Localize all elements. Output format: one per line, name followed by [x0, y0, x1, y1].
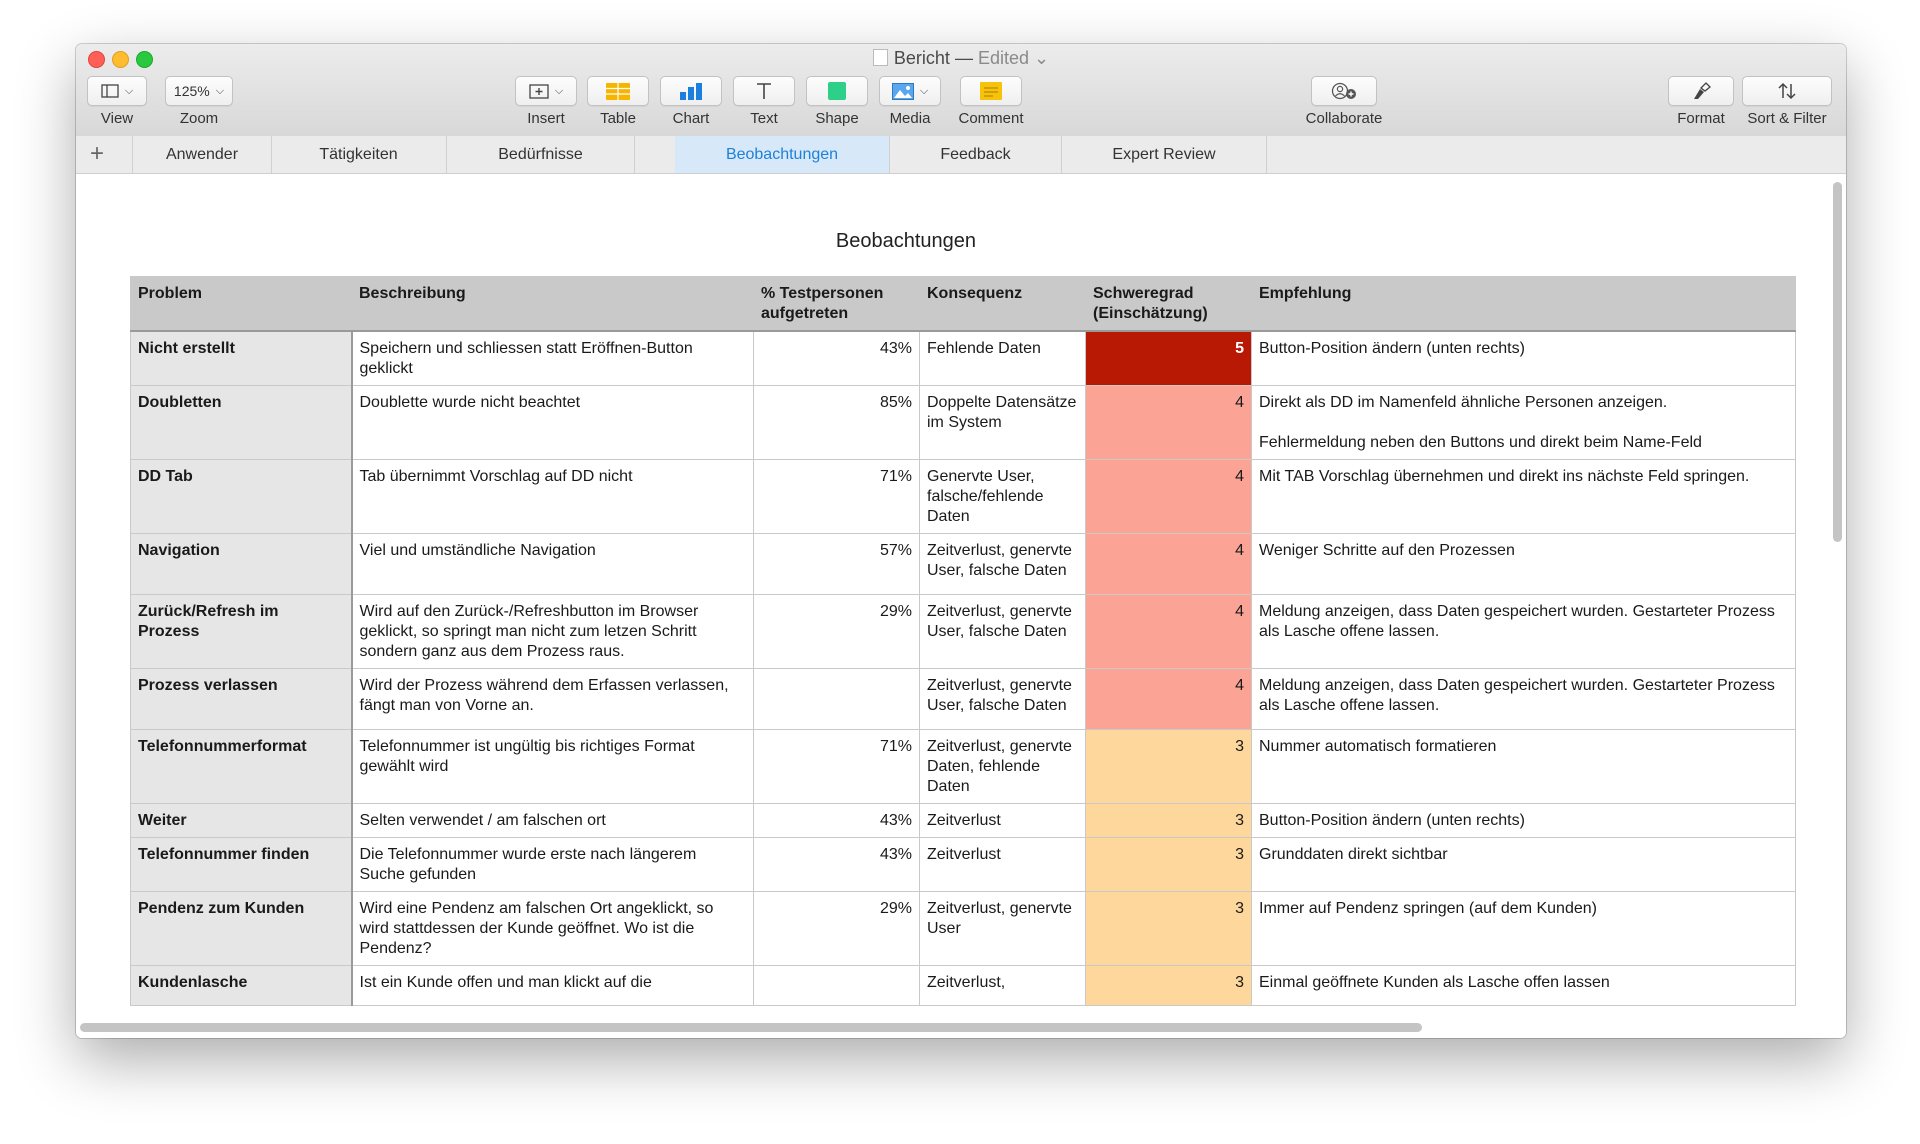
description-cell-text: Wird eine Pendenz am falschen Ort angeklickt, so wird stattdessen der Kunde geöffnet. Wo ist die Pendenz?	[359, 900, 714, 957]
recommendation-cell-text: Meldung anzeigen, dass Daten gespeichert wurden. Gestarteter Prozess als Lasche offene lassen.	[1259, 677, 1775, 714]
consequence-cell[interactable]	[920, 838, 1086, 892]
shape-icon	[828, 82, 846, 100]
problem-cell-text: Doubletten	[138, 394, 222, 411]
severity-cell[interactable]	[1086, 460, 1252, 534]
description-cell-text: Doublette wurde nicht beachtet	[359, 394, 581, 411]
media-icon	[892, 83, 914, 100]
description-cell[interactable]	[352, 460, 754, 534]
severity-cell-text: 3	[1235, 974, 1244, 991]
problem-cell-text: DD Tab	[138, 468, 193, 485]
description-cell[interactable]	[352, 804, 754, 838]
vertical-scrollbar[interactable]	[1833, 182, 1842, 542]
view-label: View	[100, 110, 134, 127]
problem-cell[interactable]	[131, 331, 352, 386]
app-window	[76, 44, 1846, 1038]
description-cell[interactable]	[352, 534, 754, 595]
chevron-down-icon: ⌵	[554, 84, 564, 97]
problem-cell-text: Pendenz zum Kunden	[138, 900, 305, 917]
media-label: Media	[889, 110, 931, 127]
comment-icon	[980, 82, 1002, 100]
severity-cell[interactable]	[1086, 966, 1252, 1006]
sidebar-view-icon	[101, 84, 119, 98]
insert-icon	[529, 84, 549, 99]
consequence-cell-text: Zeitverlust, genervte User, falsche Daten	[927, 677, 1072, 714]
severity-cell[interactable]	[1086, 386, 1252, 460]
header-cell[interactable]: Konsequenz	[920, 277, 1086, 332]
title-separator: —	[954, 48, 973, 68]
media-button[interactable]	[879, 76, 941, 106]
insert-tool[interactable]	[514, 76, 578, 127]
problem-cell[interactable]	[131, 534, 352, 595]
chart-button[interactable]	[660, 76, 722, 106]
shape-label: Shape	[815, 110, 859, 127]
recommendation-cell[interactable]	[1252, 386, 1796, 460]
header-cell[interactable]: Schweregrad (Einschätzung)	[1086, 277, 1252, 332]
recommendation-cell-text: Fehlermeldung neben den Buttons und direkt beim Name-Feld	[1259, 434, 1702, 451]
observations-table[interactable]	[130, 276, 1796, 1006]
chart-label: Chart	[672, 110, 710, 127]
problem-cell[interactable]	[131, 892, 352, 966]
description-cell[interactable]	[352, 892, 754, 966]
format-button[interactable]	[1668, 76, 1734, 106]
consequence-cell[interactable]	[920, 804, 1086, 838]
percent-cell-text: 43%	[879, 846, 912, 863]
window-title[interactable]	[76, 48, 1846, 69]
severity-cell-text: 4	[1235, 542, 1244, 559]
header-cell[interactable]: Problem	[131, 277, 352, 332]
description-cell-text: Tab übernimmt Vorschlag auf DD nicht	[359, 468, 633, 485]
consequence-cell[interactable]	[920, 460, 1086, 534]
recommendation-cell-text: Weniger Schritte auf den Prozessen	[1259, 542, 1515, 559]
problem-cell-text: Prozess verlassen	[138, 677, 278, 694]
problem-cell-text: Weiter	[138, 812, 187, 829]
percent-cell[interactable]	[754, 838, 920, 892]
sheet-title[interactable]: Beobachtungen	[835, 230, 977, 252]
severity-cell[interactable]	[1086, 730, 1252, 804]
table-row[interactable]	[131, 730, 1796, 804]
problem-cell-text: Nicht erstellt	[138, 340, 235, 357]
sheet-canvas	[76, 174, 1846, 1038]
problem-cell-text: Telefonnummerformat	[138, 738, 307, 755]
collaborate-icon	[1331, 82, 1357, 100]
shape-button[interactable]	[806, 76, 868, 106]
table-row[interactable]	[131, 534, 1796, 595]
consequence-cell[interactable]	[920, 595, 1086, 669]
severity-cell-text: 3	[1235, 846, 1244, 863]
severity-cell-text: 4	[1235, 603, 1244, 620]
title-bar	[76, 44, 1846, 137]
table-button[interactable]	[587, 76, 649, 106]
text-icon	[755, 82, 773, 100]
description-cell-text: Ist ein Kunde offen und man klickt auf die	[359, 974, 652, 991]
severity-cell-text: 4	[1235, 394, 1244, 411]
recommendation-cell-text: Meldung anzeigen, dass Daten gespeichert wurden. Gestarteter Prozess als Lasche offene lassen.	[1259, 603, 1775, 640]
consequence-cell-text: Zeitverlust, genervte User, falsche Daten	[927, 603, 1072, 640]
chart-icon	[679, 83, 703, 100]
tab-feedback[interactable]: Feedback	[890, 136, 1062, 173]
text-label: Text	[750, 110, 778, 127]
text-button[interactable]	[733, 76, 795, 106]
recommendation-cell[interactable]	[1252, 331, 1796, 386]
chevron-down-icon: ⌵	[919, 84, 929, 97]
sort-filter-label: Sort & Filter	[1747, 110, 1827, 127]
tab-expert-review[interactable]: Expert Review	[1062, 136, 1267, 173]
recommendation-cell[interactable]	[1252, 838, 1796, 892]
recommendation-cell[interactable]	[1252, 730, 1796, 804]
consequence-cell[interactable]	[920, 534, 1086, 595]
consequence-cell[interactable]	[920, 730, 1086, 804]
description-cell-text: Viel und umständliche Navigation	[359, 542, 596, 559]
problem-cell[interactable]	[131, 804, 352, 838]
severity-cell-text: 3	[1235, 738, 1244, 755]
percent-cell-text: 29%	[879, 900, 912, 917]
sort-icon	[1777, 82, 1797, 100]
problem-cell-text: Telefonnummer finden	[138, 846, 310, 863]
percent-cell[interactable]	[754, 331, 920, 386]
percent-cell-text: 57%	[879, 542, 912, 559]
description-cell[interactable]	[352, 838, 754, 892]
add-sheet-icon[interactable]: +	[90, 140, 105, 167]
percent-cell[interactable]	[754, 669, 920, 730]
consequence-cell[interactable]	[920, 892, 1086, 966]
percent-cell[interactable]	[754, 534, 920, 595]
problem-cell-text: Kundenlasche	[138, 974, 248, 991]
table-row[interactable]	[131, 460, 1796, 534]
description-cell-text: Wird auf den Zurück-/Refreshbutton im Browser geklickt, so springt man nicht zum letzen Schritt sondern ganz aus dem Prozess raus.	[359, 603, 699, 660]
problem-cell[interactable]	[131, 460, 352, 534]
shape-tool[interactable]	[805, 76, 869, 127]
percent-cell[interactable]	[754, 460, 920, 534]
percent-cell[interactable]	[754, 595, 920, 669]
tab-beduerfnisse[interactable]: Bedürfnisse	[447, 136, 635, 173]
recommendation-cell-text: Direkt als DD im Namenfeld ähnliche Personen anzeigen.	[1259, 394, 1668, 411]
zoom-label: Zoom	[179, 110, 219, 127]
description-cell-text: Telefonnummer ist ungültig bis richtiges Format gewählt wird	[359, 738, 695, 775]
consequence-cell-text: Zeitverlust	[927, 846, 1001, 863]
recommendation-cell-text: Immer auf Pendenz springen (auf dem Kunden)	[1259, 900, 1597, 917]
recommendation-cell[interactable]	[1252, 460, 1796, 534]
zoom-select[interactable]	[165, 76, 233, 106]
percent-cell-text: 43%	[879, 812, 912, 829]
tab-anwender[interactable]: Anwender	[132, 136, 272, 173]
table-row[interactable]	[131, 331, 1796, 386]
recommendation-cell-text: Button-Position ändern (unten rechts)	[1259, 340, 1525, 357]
description-cell[interactable]	[352, 730, 754, 804]
percent-cell-text: 85%	[879, 394, 912, 411]
recommendation-cell[interactable]	[1252, 669, 1796, 730]
table-row[interactable]	[131, 838, 1796, 892]
consequence-cell-text: Doppelte Datensätze im System	[927, 394, 1077, 431]
table-row[interactable]	[131, 966, 1796, 1006]
table-row[interactable]	[131, 669, 1796, 730]
recommendation-cell[interactable]	[1252, 804, 1796, 838]
problem-cell-text: Zurück/Refresh im Prozess	[138, 603, 279, 640]
severity-cell-text: 3	[1235, 900, 1244, 917]
consequence-cell-text: Zeitverlust	[927, 812, 1001, 829]
recommendation-cell[interactable]	[1252, 595, 1796, 669]
text-tool[interactable]	[732, 76, 796, 127]
comment-label: Comment	[958, 110, 1024, 127]
recommendation-cell[interactable]	[1252, 534, 1796, 595]
percent-cell-text: 71%	[879, 738, 912, 755]
comment-button[interactable]	[960, 76, 1022, 106]
percent-cell[interactable]	[754, 730, 920, 804]
consequence-cell[interactable]	[920, 386, 1086, 460]
percent-cell[interactable]	[754, 804, 920, 838]
title-chevron-icon: ⌄	[1034, 48, 1050, 68]
table-icon	[606, 83, 630, 100]
table-label: Table	[600, 110, 636, 127]
consequence-cell-text: Zeitverlust, genervte Daten, fehlende Daten	[927, 738, 1072, 795]
problem-cell-text: Navigation	[138, 542, 220, 559]
table-row[interactable]	[131, 595, 1796, 669]
header-cell[interactable]: Empfehlung	[1252, 277, 1796, 332]
severity-cell-text: 4	[1235, 468, 1244, 485]
recommendation-cell-text: Einmal geöffnete Kunden als Lasche offen lassen	[1259, 974, 1610, 991]
severity-cell-text: 4	[1235, 677, 1244, 694]
table-row[interactable]	[131, 892, 1796, 966]
consequence-cell-text: Zeitverlust, genervte User	[927, 900, 1072, 937]
format-tool[interactable]	[1668, 76, 1734, 127]
consequence-cell[interactable]	[920, 331, 1086, 386]
description-cell[interactable]	[352, 386, 754, 460]
view-button[interactable]	[87, 76, 147, 106]
severity-cell[interactable]	[1086, 838, 1252, 892]
recommendation-cell-text: Grunddaten direkt sichtbar	[1259, 846, 1448, 863]
percent-cell[interactable]	[754, 966, 920, 1006]
media-tool[interactable]	[878, 76, 942, 127]
chevron-down-icon: ⌵	[124, 84, 134, 97]
severity-cell[interactable]	[1086, 804, 1252, 838]
header-cell[interactable]: % Testpersonen aufgetreten	[754, 277, 920, 332]
tab-beobachtungen[interactable]: Beobachtungen	[675, 136, 890, 173]
sort-filter-button[interactable]	[1742, 76, 1832, 106]
description-cell[interactable]	[352, 331, 754, 386]
consequence-cell[interactable]	[920, 669, 1086, 730]
description-cell-text: Wird der Prozess während dem Erfassen verlassen, fängt man von Vorne an.	[359, 677, 729, 714]
insert-button[interactable]	[515, 76, 577, 106]
consequence-cell-text: Fehlende Daten	[927, 340, 1041, 357]
comment-tool[interactable]	[951, 76, 1031, 127]
problem-cell[interactable]	[131, 966, 352, 1006]
collaborate-button[interactable]	[1311, 76, 1377, 106]
severity-cell[interactable]	[1086, 892, 1252, 966]
description-cell[interactable]	[352, 669, 754, 730]
line-gap	[1259, 413, 1788, 433]
percent-cell-text: 43%	[879, 340, 912, 357]
header-cell[interactable]: Beschreibung	[352, 277, 754, 332]
consequence-cell[interactable]	[920, 966, 1086, 1006]
description-cell[interactable]	[352, 966, 754, 1006]
tab-taetigkeiten[interactable]: Tätigkeiten	[271, 136, 447, 173]
chart-tool[interactable]	[659, 76, 723, 127]
format-label: Format	[1677, 110, 1725, 127]
severity-cell-text: 3	[1235, 812, 1244, 829]
document-icon	[873, 49, 888, 66]
problem-cell[interactable]	[131, 386, 352, 460]
percent-cell[interactable]	[754, 386, 920, 460]
severity-cell[interactable]	[1086, 331, 1252, 386]
table-row[interactable]	[131, 804, 1796, 838]
problem-cell[interactable]	[131, 595, 352, 669]
horizontal-scrollbar[interactable]	[80, 1023, 1422, 1032]
problem-cell[interactable]	[131, 838, 352, 892]
recommendation-cell[interactable]	[1252, 966, 1796, 1006]
header-row	[131, 277, 1796, 332]
zoom-tool[interactable]	[164, 76, 234, 127]
collaborate-label: Collaborate	[1305, 110, 1383, 127]
document-name: Bericht	[893, 48, 950, 68]
recommendation-cell-text: Nummer automatisch formatieren	[1259, 738, 1497, 755]
recommendation-cell[interactable]	[1252, 892, 1796, 966]
percent-cell-text: 29%	[879, 603, 912, 620]
severity-cell-text: 5	[1235, 340, 1244, 357]
view-tool[interactable]	[86, 76, 148, 127]
insert-label: Insert	[527, 110, 565, 127]
severity-cell[interactable]	[1086, 669, 1252, 730]
zoom-value: 125%	[173, 83, 210, 99]
percent-cell-text: 71%	[879, 468, 912, 485]
severity-cell[interactable]	[1086, 595, 1252, 669]
description-cell-text: Speichern und schliessen statt Eröffnen-Button geklickt	[359, 340, 693, 377]
consequence-cell-text: Zeitverlust, genervte User, falsche Daten	[927, 542, 1072, 579]
description-cell-text: Selten verwendet / am falschen ort	[359, 812, 606, 829]
sort-filter-tool[interactable]	[1740, 76, 1834, 127]
problem-cell[interactable]	[131, 669, 352, 730]
recommendation-cell-text: Mit TAB Vorschlag übernehmen und direkt ins nächste Feld springen.	[1259, 468, 1750, 485]
percent-cell[interactable]	[754, 892, 920, 966]
collaborate-tool[interactable]	[1294, 76, 1394, 127]
description-cell-text: Die Telefonnummer wurde erste nach längerem Suche gefunden	[359, 846, 697, 883]
consequence-cell-text: Zeitverlust,	[927, 974, 1006, 991]
sheet-tab-bar	[76, 136, 1846, 174]
severity-cell[interactable]	[1086, 534, 1252, 595]
problem-cell[interactable]	[131, 730, 352, 804]
description-cell[interactable]	[352, 595, 754, 669]
recommendation-cell-text: Button-Position ändern (unten rechts)	[1259, 812, 1525, 829]
edited-status: Edited	[977, 48, 1029, 68]
table-row[interactable]	[131, 386, 1796, 460]
table-tool[interactable]	[586, 76, 650, 127]
chevron-down-icon: ⌵	[215, 84, 225, 97]
paintbrush-icon	[1691, 82, 1711, 100]
consequence-cell-text: Genervte User, falsche/fehlende Daten	[927, 468, 1044, 525]
